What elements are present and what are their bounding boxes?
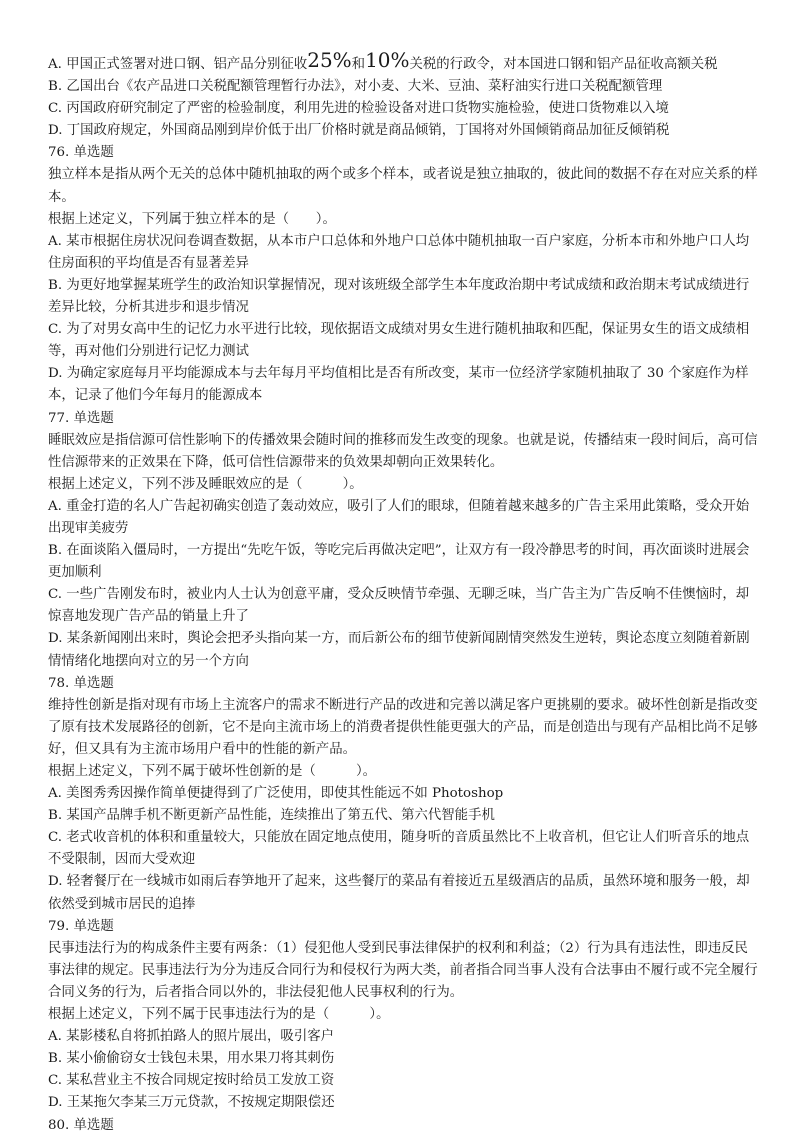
prev-option-b: B. 乙国出台《农产品进口关税配额管理暂行办法》，对小麦、大米、豆油、菜籽油实行进口关税配额管理 [48, 79, 663, 95]
question-76 [48, 142, 760, 407]
option-a: A. 某影楼私自将抓拍路人的照片展出，吸引客户 [48, 1029, 334, 1045]
question-80 [48, 1115, 760, 1137]
option-c: C. 为了对男女高中生的记忆力水平进行比较，现依据语文成绩对男女生进行随机抽取和匹配，保证男女生的语文成绩相等，再对他们分别进行记忆力测试 [48, 322, 750, 360]
option-text: 关税的行政令，对本国进口钢和铝产品征收高额关税 [409, 57, 718, 72]
option-b: B. 某国产品牌手机不断更新产品性能，连续推出了第五代、第六代智能手机 [48, 808, 495, 824]
option-b: B. 在面谈陷入僵局时，一方提出“先吃午饭，等吃完后再做决定吧”，让双方有一段冷静思考的时间，再次面谈时进展会更加顺利 [48, 543, 750, 581]
question-header: 76. 单选题 [48, 145, 114, 161]
question-definition: 睡眠效应是指信源可信性影响下的传播效果会随时间的推移而发生改变的现象。也就是说，传播结束一段时间后，高可信性信源带来的正效果在下降，低可信性信源带来的负效果却朝向正效果转化。 [48, 432, 758, 470]
prev-option-a [48, 50, 760, 76]
question-prompt: 根据上述定义，下列不属于破坏性创新的是（ ）。 [48, 764, 377, 779]
option-a: A. 重金打造的名人广告起初确实创造了轰动效应，吸引了人们的眼球，但随着越来越多的广告主采用此策略，受众开始出现审美疲劳 [48, 498, 750, 536]
option-text: 和 [351, 57, 366, 72]
option-d: D. 为确定家庭每月平均能源成本与去年每月平均值相比是否有所改变，某市一位经济学家随机抽取了 30 个家庭作为样本，记录了他们今年每月的能源成本 [48, 366, 749, 404]
option-c: C. 老式收音机的体积和重量较大，只能放在固定地点使用，随身听的音质虽然比不上收音机，但它让人们听音乐的地点不受限制，因而大受欢迎 [48, 830, 750, 868]
question-prompt: 根据上述定义，下列不属于民事违法行为的是（ ）。 [48, 1007, 390, 1023]
question-header: 77. 单选题 [48, 410, 114, 426]
option-text: A. 甲国正式签署对进口钢、铝产品分别征收 [48, 57, 308, 72]
question-definition: 维持性创新是指对现有市场上主流客户的需求不断进行产品的改进和完善以满足客户更挑剔的要求。破坏性创新是指改变了原有技术发展路径的创新，它不是向主流市场上的消费者提供性能更强大的产品，而是创造出与现有产品相比尚不足够好，但又具有为主流市场用户看中的性能的新产品。 [48, 697, 758, 757]
option-b: B. 为更好地掌握某班学生的政治知识掌握情况，现对该班级全部学生本年度政治期中考试成绩和政治期末考试成绩进行差异比较，分析其进步和退步情况 [48, 277, 750, 316]
question-78 [48, 673, 760, 916]
option-d: D. 轻奢餐厅在一线城市如雨后春笋地开了起来，这些餐厅的菜品有着接近五星级酒店的品质，虽然环境和服务一般，却依然受到城市居民的追捧 [48, 874, 750, 912]
option-c: C. 某私营业主不按合同规定按时给员工发放工资 [48, 1073, 335, 1089]
option-a: A. 美图秀秀因操作简单便捷得到了广泛使用，即使其性能远不如 Photoshop [48, 786, 504, 802]
question-header: 80. 单选题 [48, 1117, 114, 1133]
question-prompt: 根据上述定义，下列属于独立样本的是（ ）。 [48, 211, 336, 227]
question-77 [48, 408, 760, 673]
option-b: B. 某小偷偷窃女士钱包未果，用水果刀将其刺伤 [48, 1051, 335, 1067]
option-d: D. 某条新闻刚出来时，舆论会把矛头指向某一方，而后新公布的细节使新闻剧情突然发生逆转，舆论态度立刻随着新剧情情绪化地摆向对立的另一个方向 [48, 631, 750, 669]
question-prompt: 根据上述定义，下列不涉及睡眠效应的是（ ）。 [48, 476, 363, 492]
option-a: A. 某市根据住房状况问卷调查数据，从本市户口总体和外地户口总体中随机抽取一百户家庭，分析本市和外地户口人均住房面积的平均值是否有显著差异 [48, 233, 750, 271]
percent-value: 10% [365, 48, 410, 72]
question-definition: 民事违法行为的构成条件主要有两条：（1）侵犯他人受到民事法律保护的权利和利益；（2）行为具有违法性，即违反民事法律的规定。民事违法行为分为违反合同行为和侵权行为两大类，前者指合同当事人没有合法事由不履行或不完全履行合同义务的行为，后者指合同以外的，非法侵犯他人民事权利的行为。 [48, 940, 758, 1000]
question-header: 79. 单选题 [48, 918, 114, 934]
question-header: 78. 单选题 [48, 675, 114, 691]
question-79 [48, 916, 760, 1115]
percent-value: 25% [307, 48, 352, 72]
option-c: C. 一些广告刚发布时，被业内人士认为创意平庸，受众反映情节牵强、无聊乏味，当广告主为广告反响不佳懊恼时，却惊喜地发现广告产品的销量上升了 [48, 587, 750, 625]
prev-option-c: C. 丙国政府研究制定了严密的检验制度，利用先进的检验设备对进口货物实施检验，使进口货物难以入境 [48, 101, 669, 117]
prev-option-d: D. 丁国政府规定，外国商品刚到岸价低于出厂价格时就是商品倾销，丁国将对外国倾销商品加征反倾销税 [48, 123, 670, 139]
option-d: D. 王某拖欠李某三万元贷款，不按规定期限偿还 [48, 1095, 335, 1111]
question-definition: 独立样本是指从两个无关的总体中随机抽取的两个或多个样本，或者说是独立抽取的，彼此间的数据不存在对应关系的样本。 [48, 167, 758, 205]
